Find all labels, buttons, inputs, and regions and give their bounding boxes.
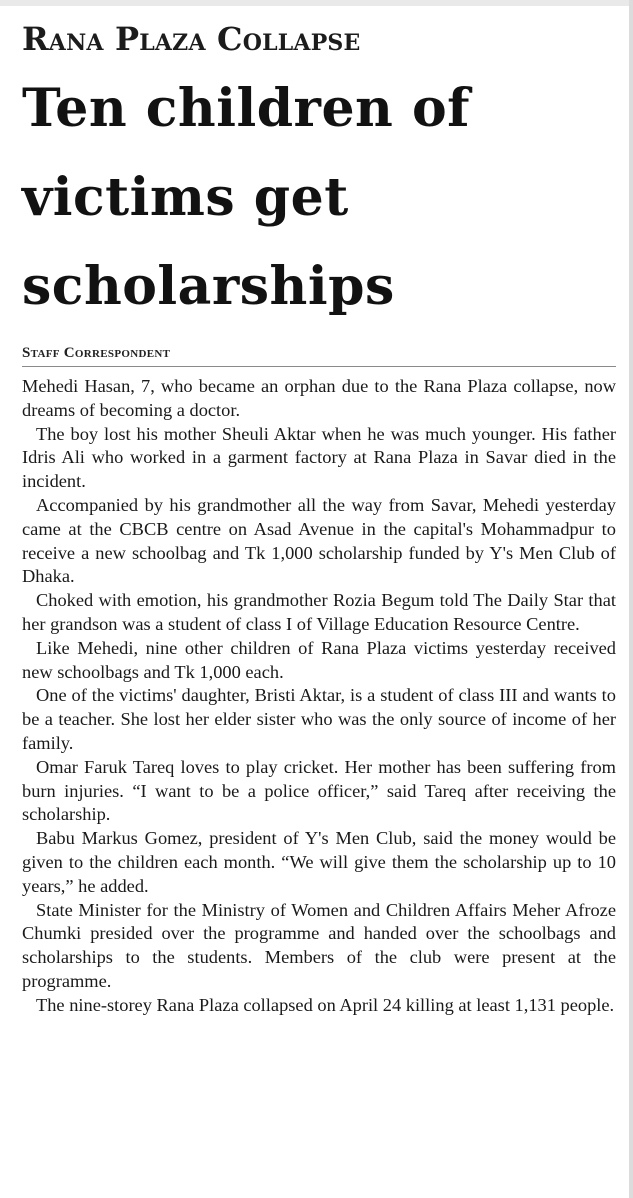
article-byline: Staff Correspondent bbox=[22, 345, 171, 361]
article-paragraph: Babu Markus Gomez, president of Y's Men Club, said the money would be given to the children each month. “We will give them the scholarship up to 10 years,” he added. bbox=[22, 828, 616, 896]
article-paragraph: The boy lost his mother Sheuli Aktar when he was much younger. His father Idris Ali who worked in a garment factory at Rana Plaza in Savar died in the incident. bbox=[22, 423, 616, 492]
article-paragraph: Accompanied by his grandmother all the way from Savar, Mehedi yesterday came at the CBCB centre on Asad Avenue in the capital's Mohammadpur to receive a new schoolbag and Tk 1,000 scholarship funded by Y's Men Club of Dhaka. bbox=[22, 494, 616, 587]
article-paragraph: Like Mehedi, nine other children of Rana Plaza victims yesterday received new schoolbags and Tk 1,000 each. bbox=[22, 637, 616, 682]
article-paragraph: The nine-storey Rana Plaza collapsed on April 24 killing at least 1,131 people. bbox=[36, 994, 615, 1015]
scan-right-border bbox=[629, 0, 633, 1198]
article-paragraph: Choked with emotion, his grandmother Rozia Begum told The Daily Star that her grandson was a student of class I of Village Education Resource Centre. bbox=[22, 590, 616, 634]
scan-top-border bbox=[0, 0, 633, 6]
article-kicker: Rana Plaza Collapse bbox=[22, 20, 361, 58]
byline-divider bbox=[22, 366, 616, 367]
article-paragraph: Omar Faruk Tareq loves to play cricket. Her mother has been suffering from burn injuries. “I want to be a police officer,” said Tareq after receiving the scholarship. bbox=[22, 756, 616, 825]
article-headline: Ten children of victims get scholarships bbox=[22, 78, 471, 317]
article-paragraph: State Minister for the Ministry of Women and Children Affairs Meher Afroze Chumki presided over the programme and handed over the schoolbags and scholarships to the students. Members of the club were present at the programme. bbox=[22, 899, 616, 991]
news-article bbox=[22, 18, 616, 1018]
article-body bbox=[22, 375, 616, 1018]
article-paragraph: One of the victims' daughter, Bristi Aktar, is a student of class III and wants to be a teacher. She lost her elder sister who was the only source of income of her family. bbox=[22, 685, 616, 753]
article-paragraph: Mehedi Hasan, 7, who became an orphan due to the Rana Plaza collapse, now dreams of becoming a doctor. bbox=[22, 376, 616, 420]
